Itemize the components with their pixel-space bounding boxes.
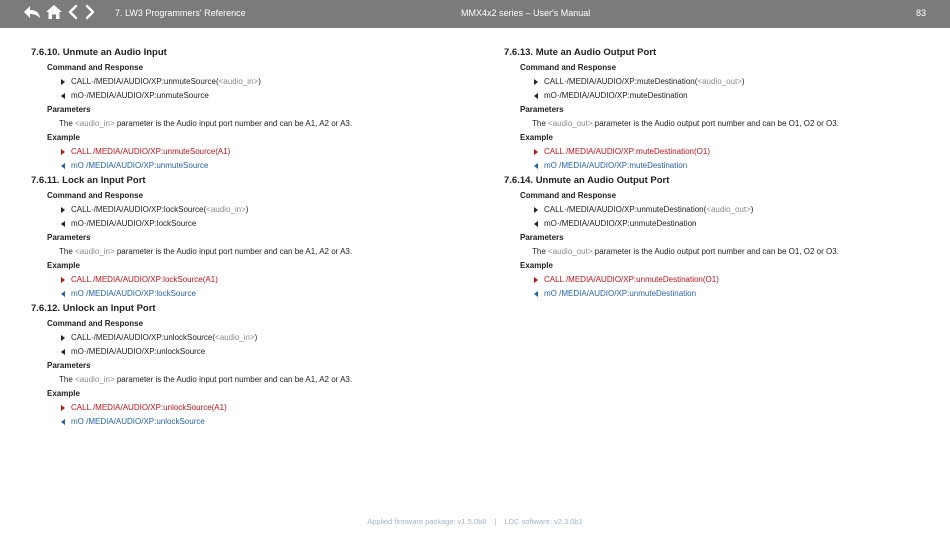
- command-response-line: mO·/MEDIA/AUDIO/XP:unmuteDestination: [534, 219, 924, 228]
- command-call-line: CALL·/MEDIA/AUDIO/XP:unlockSource( <audio_in> ): [61, 333, 471, 342]
- arrow-left-icon: [534, 291, 538, 297]
- command-call-line: CALL·/MEDIA/AUDIO/XP:unmuteDestination( <audio_out> ): [534, 205, 924, 214]
- command-response-line: mO·/MEDIA/AUDIO/XP:unmuteSource: [61, 91, 471, 100]
- arrow-left-icon: [534, 221, 538, 227]
- section-unmute-audio-input: [31, 47, 471, 170]
- home-icon[interactable]: [45, 4, 63, 20]
- command-call-line: CALL·/MEDIA/AUDIO/XP:lockSource( <audio_in> ): [61, 205, 471, 214]
- section-unlock-input-port: [31, 303, 471, 426]
- command-response-label: Command and Response: [47, 63, 144, 72]
- back-return-icon[interactable]: [22, 4, 42, 20]
- arrow-right-icon: [61, 79, 65, 85]
- section-title: 7.6.11. Lock an Input Port: [31, 175, 146, 186]
- example-call-line: CALL /MEDIA/AUDIO/XP:lockSource(A1): [61, 275, 471, 284]
- footer: [0, 517, 950, 526]
- example-response-line: mO /MEDIA/AUDIO/XP:muteDestination: [534, 161, 924, 170]
- command-response-line: mO·/MEDIA/AUDIO/XP:unlockSource: [61, 347, 471, 356]
- command-response-label: Command and Response: [47, 191, 144, 200]
- arrow-left-icon: [534, 93, 538, 99]
- arrow-left-icon: [61, 163, 65, 169]
- nav-buttons: [22, 4, 97, 20]
- section-unmute-audio-output: [504, 175, 924, 298]
- parameters-label: Parameters: [520, 233, 564, 242]
- command-call-line: CALL·/MEDIA/AUDIO/XP:unmuteSource( <audio_in> ): [61, 77, 471, 86]
- example-label: Example: [520, 133, 553, 142]
- example-label: Example: [47, 133, 80, 142]
- parameters-label: Parameters: [47, 361, 91, 370]
- example-label: Example: [47, 389, 80, 398]
- arrow-right-icon: [534, 277, 538, 283]
- arrow-left-icon: [61, 291, 65, 297]
- command-response-label: Command and Response: [520, 191, 617, 200]
- example-response-line: mO /MEDIA/AUDIO/XP:unmuteSource: [61, 161, 471, 170]
- right-column: [504, 47, 924, 303]
- arrow-left-icon: [61, 221, 65, 227]
- chevron-right-icon[interactable]: [83, 4, 97, 20]
- arrow-right-icon: [61, 149, 65, 155]
- parameter-description: The <audio_in> parameter is the Audio input port number and can be A1, A2 or A3.: [59, 247, 353, 256]
- parameters-label: Parameters: [47, 105, 91, 114]
- parameter-description: The <audio_in> parameter is the Audio input port number and can be A1, A2 or A3.: [59, 375, 353, 384]
- section-lock-input-port: [31, 175, 471, 298]
- section-title: 7.6.10. Unmute an Audio Input: [31, 47, 167, 58]
- arrow-left-icon: [61, 93, 65, 99]
- arrow-right-icon: [534, 79, 538, 85]
- command-response-line: mO·/MEDIA/AUDIO/XP:lockSource: [61, 219, 471, 228]
- section-title: 7.6.13. Mute an Audio Output Port: [504, 47, 657, 58]
- parameters-label: Parameters: [520, 105, 564, 114]
- command-response-label: Command and Response: [520, 63, 617, 72]
- manual-title: MMX4x2 series – User's Manual: [461, 8, 591, 18]
- arrow-right-icon: [534, 149, 538, 155]
- example-call-line: CALL /MEDIA/AUDIO/XP:unlockSource(A1): [61, 403, 471, 412]
- arrow-left-icon: [61, 349, 65, 355]
- left-column: [31, 47, 471, 431]
- arrow-left-icon: [534, 163, 538, 169]
- arrow-right-icon: [61, 405, 65, 411]
- arrow-left-icon: [61, 419, 65, 425]
- parameter-description: The <audio_out> parameter is the Audio output port number and can be O1, O2 or O3.: [532, 119, 839, 128]
- example-label: Example: [520, 261, 553, 270]
- section-title: 7.6.14. Unmute an Audio Output Port: [504, 175, 670, 186]
- example-response-line: mO /MEDIA/AUDIO/XP:unlockSource: [61, 417, 471, 426]
- top-bar: [0, 0, 950, 28]
- section-title: 7.6.12. Unlock an Input Port: [31, 303, 156, 314]
- arrow-right-icon: [61, 277, 65, 283]
- example-response-line: mO /MEDIA/AUDIO/XP:lockSource: [61, 289, 471, 298]
- example-call-line: CALL /MEDIA/AUDIO/XP:unmuteDestination(O1): [534, 275, 924, 284]
- command-response-label: Command and Response: [47, 319, 144, 328]
- parameter-description: The <audio_out> parameter is the Audio output port number and can be O1, O2 or O3.: [532, 247, 839, 256]
- chevron-left-icon[interactable]: [66, 4, 80, 20]
- software-version: LDC software: v2.3.0b1: [504, 517, 583, 526]
- example-label: Example: [47, 261, 80, 270]
- firmware-version: Applied firmware package: v1.5.0b8: [367, 517, 487, 526]
- breadcrumb[interactable]: 7. LW3 Programmers' Reference: [115, 8, 246, 18]
- parameter-description: The <audio_in> parameter is the Audio input port number and can be A1, A2 or A3.: [59, 119, 353, 128]
- page-number: 83: [915, 8, 926, 18]
- command-response-line: mO·/MEDIA/AUDIO/XP:muteDestination: [534, 91, 924, 100]
- arrow-right-icon: [61, 335, 65, 341]
- parameters-label: Parameters: [47, 233, 91, 242]
- example-call-line: CALL /MEDIA/AUDIO/XP:muteDestination(O1): [534, 147, 924, 156]
- section-mute-audio-output: [504, 47, 924, 170]
- command-call-line: CALL·/MEDIA/AUDIO/XP:muteDestination( <audio_out> ): [534, 77, 924, 86]
- footer-separator: |: [494, 517, 497, 526]
- example-response-line: mO /MEDIA/AUDIO/XP:unmuteDestination: [534, 289, 924, 298]
- arrow-right-icon: [534, 207, 538, 213]
- example-call-line: CALL /MEDIA/AUDIO/XP:unmuteSource(A1): [61, 147, 471, 156]
- arrow-right-icon: [61, 207, 65, 213]
